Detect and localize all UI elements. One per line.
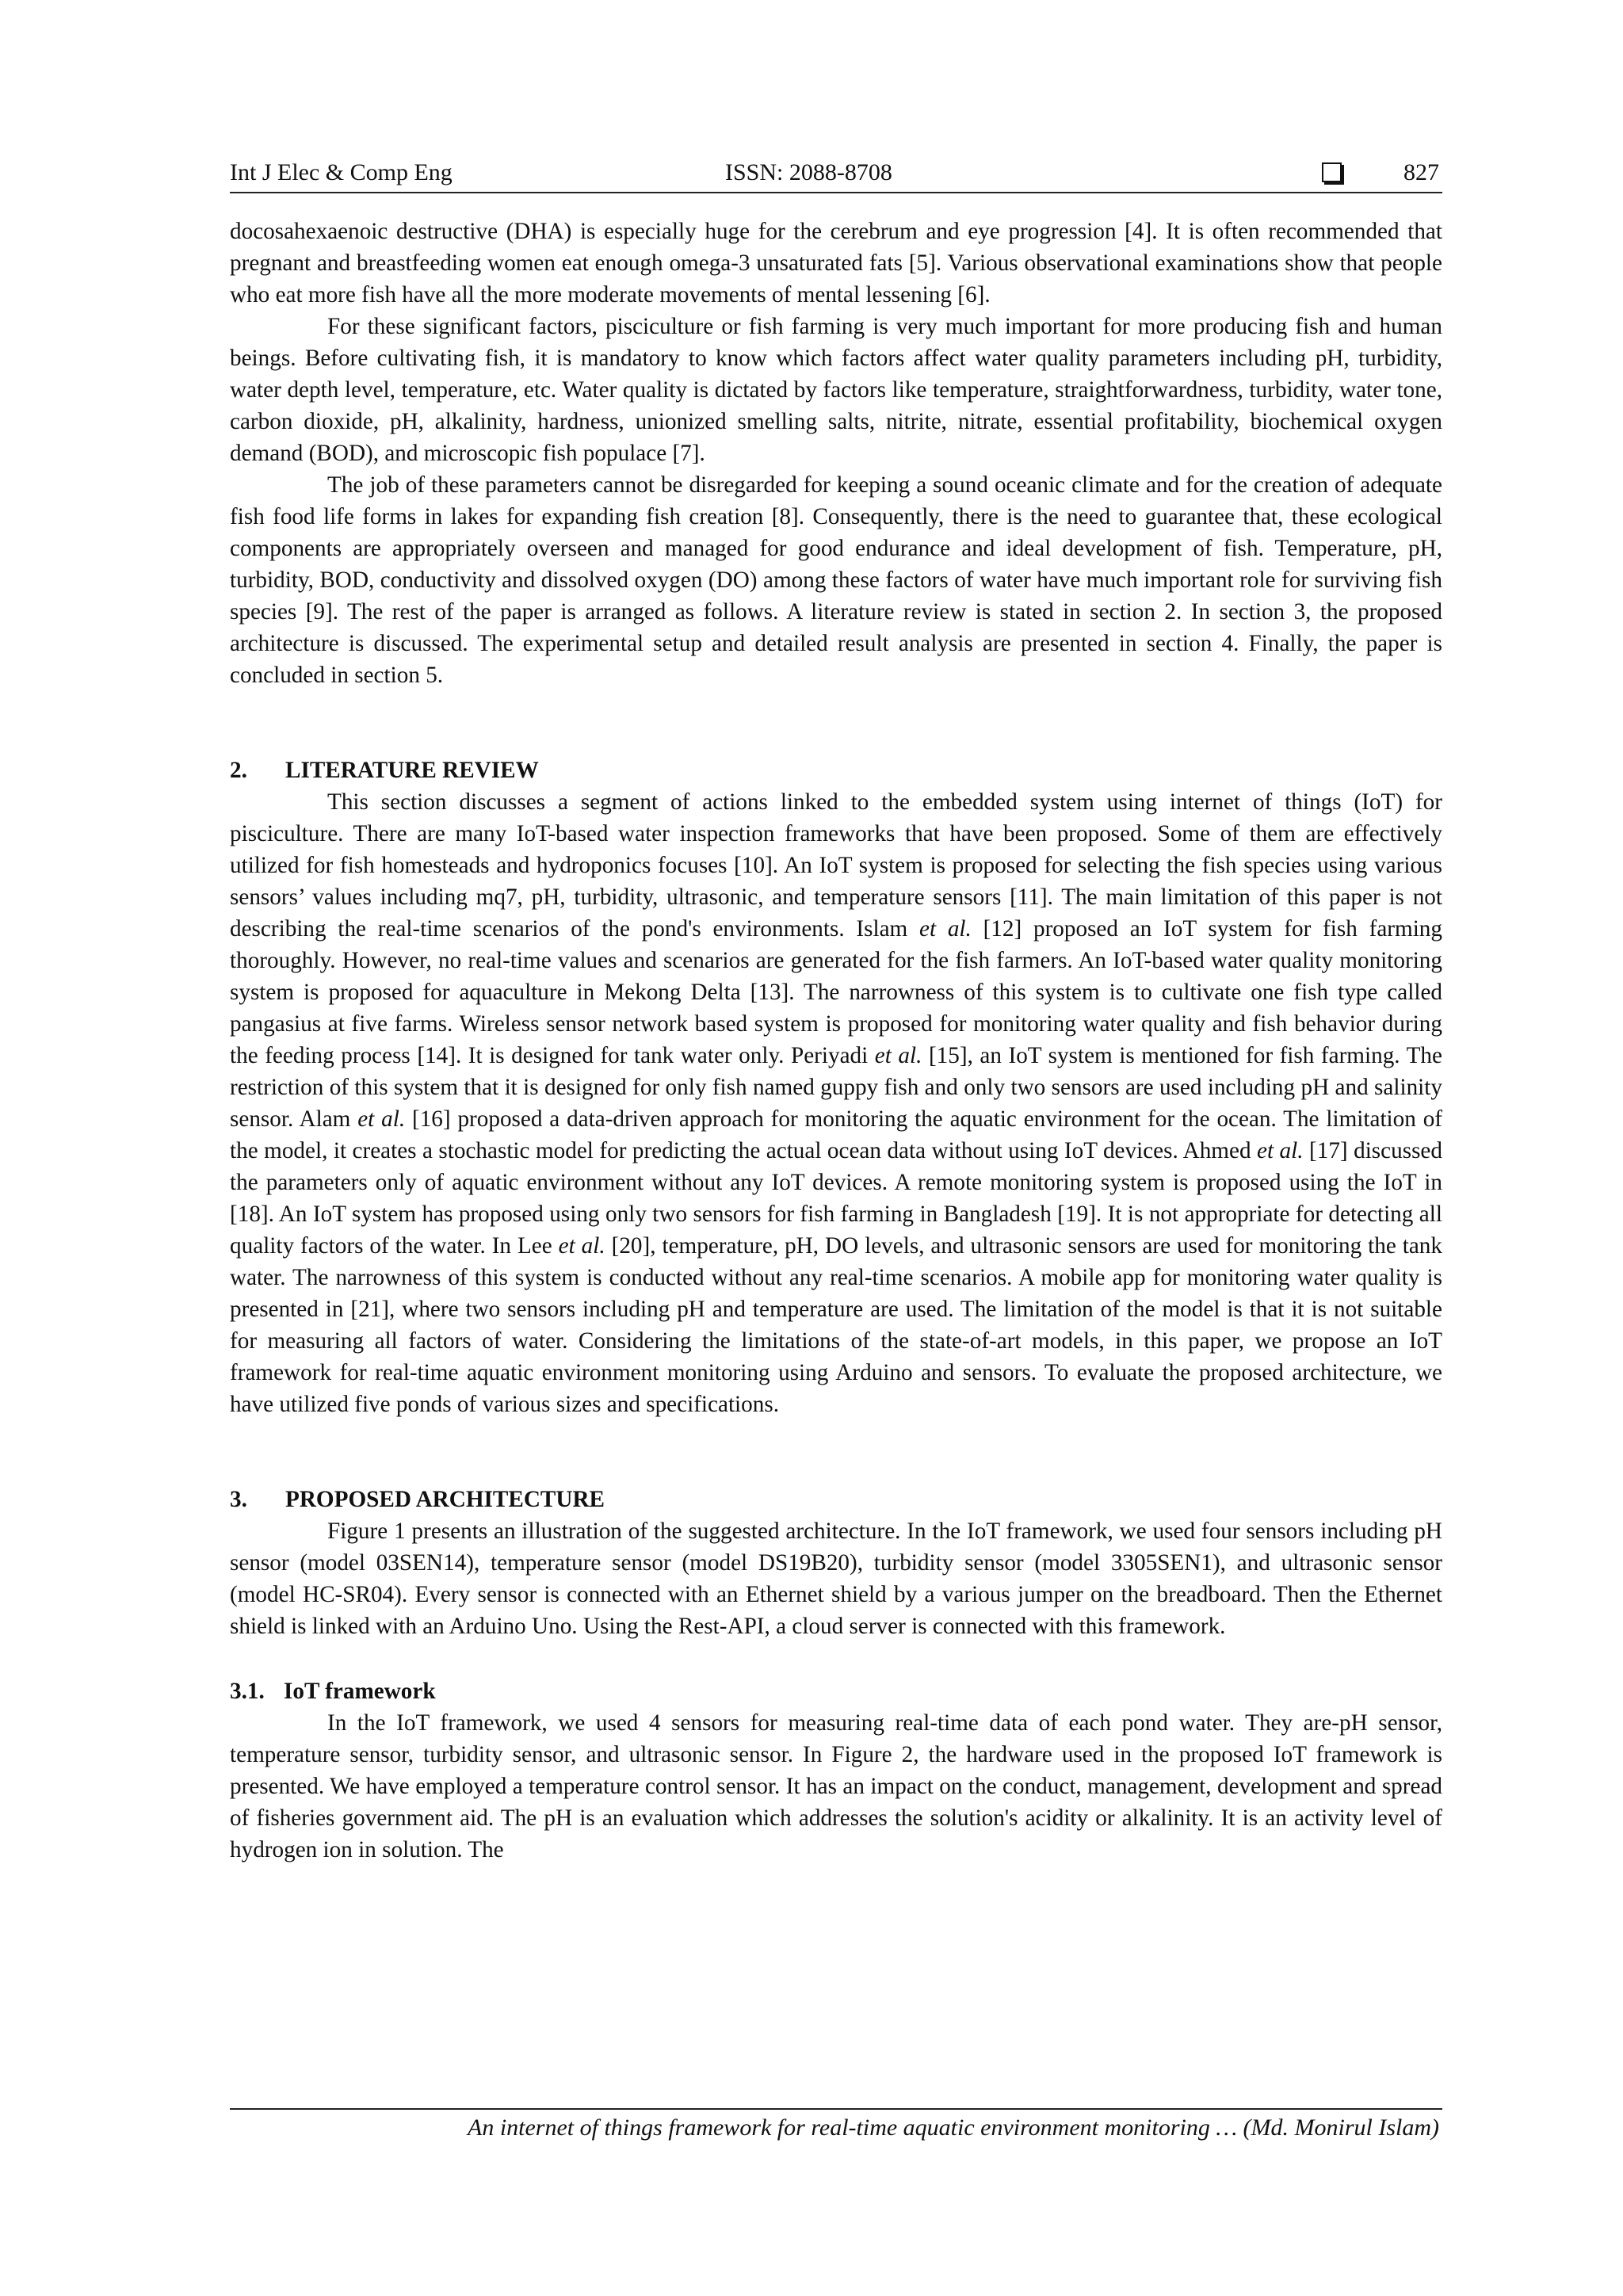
running-header xyxy=(230,155,1442,193)
journal-name: Int J Elec & Comp Eng xyxy=(230,159,453,185)
footer-title: An internet of things framework for real-time aquatic environment monitoring … (Md. Monirul Islam) xyxy=(468,2115,1439,2141)
main-text xyxy=(230,216,1442,1866)
subsection-number: 3.1. xyxy=(230,1679,265,1704)
subsection-3-1-heading xyxy=(230,1675,1442,1707)
paragraph-3: The job of these parameters cannot be disregarded for keeping a sound oceanic climate and for the creation of adequate fish food life forms in lakes for expanding fish creation [8]. Consequently, there is the need to guarantee that, these ecological components are appropriately overseen and managed for good endurance and ideal development of fish. Temperature, pH, turbidity, BOD, conductivity and dissolved oxygen (DO) among these factors of water have much important role for surviving fish species [9]. The rest of the paper is arranged as follows. A literature review is stated in section 2. In section 3, the proposed architecture is discussed. The experimental setup and detailed result analysis are presented in section 4. Finally, the paper is concluded in section 5. xyxy=(230,472,1442,688)
literature-review-paragraph: This section discusses a segment of actions linked to the embedded system using internet of things (IoT) for pisciculture. There are many IoT-based water inspection frameworks that have been proposed. Some of them are effectively utilized for fish homesteads and hydroponics focuses [10]. An IoT system is proposed for selecting the fish species using various sensors’ values including mq7, pH, turbidity, ultrasonic, and temperature sensors [11]. The main limitation of this paper is not describing the real-time scenarios of the pond's environments. Islam et al. [12] proposed an IoT system for fish farming thoroughly. However, no real-time values and scenarios are generated for the fish farmers. An IoT-based water quality monitoring system is proposed for aquaculture in Mekong Delta [13]. The narrowness of this system is to cultivate one fish type called pangasius at five farms. Wireless sensor network based system is proposed for monitoring water quality and fish behavior during the feeding process [14]. It is designed for tank water only. Periyadi et al. [15], an IoT system is mentioned for fish farming. The restriction of this system that it is designed for only fish named guppy fish and only two sensors are used including pH and salinity sensor. Alam et al. [16] proposed a data-driven approach for monitoring the aquatic environment for the ocean. The limitation of the model, it creates a stochastic model for predicting the actual ocean data without using IoT devices. Ahmed et al. [17] discussed the parameters only of aquatic environment without any IoT devices. A remote monitoring system is proposed using the IoT in [18]. An IoT system has proposed using only two sensors for fish farming in Bangladesh [19]. It is not appropriate for detecting all quality factors of the water. In Lee et al. [20], temperature, pH, DO levels, and ultrasonic sensors are used for monitoring the tank water. The narrowness of this system is conducted without any real-time scenarios. A mobile app for monitoring water quality is presented in [21], where two sensors including pH and temperature are used. The limitation of the model is that it is not suitable for measuring all factors of water. Considering the limitations of the state-of-art models, in this paper, we propose an IoT framework for real-time aquatic environment monitoring using Arduino and sensors. To evaluate the proposed architecture, we have utilized five ponds of various sizes and specifications. xyxy=(230,789,1443,1417)
issn: ISSN: 2088-8708 xyxy=(725,159,892,185)
section-title: LITERATURE REVIEW xyxy=(285,758,539,783)
section-number: 2. xyxy=(230,758,247,783)
section-number: 3. xyxy=(230,1487,247,1512)
paper-page xyxy=(230,0,1442,2296)
et-al: et al. xyxy=(919,916,972,942)
section-title: PROPOSED ARCHITECTURE xyxy=(285,1487,605,1512)
et-al: et al. xyxy=(874,1043,922,1068)
proposed-architecture-paragraph: Figure 1 presents an illustration of the suggested architecture. In the IoT framework, we used four sensors including pH sensor (model 03SEN14), temperature sensor (model DS19B20), turbidity sensor (model 3305SEN1), and ultrasonic sensor (model HC-SR04). Every sensor is connected with an Ethernet shield by a various jumper on the breadboard. Then the Ethernet shield is linked with an Arduino Uno. Using the Rest-API, a cloud server is connected with this framework. xyxy=(230,1519,1442,1639)
page-number: 827 xyxy=(1403,159,1439,185)
section-3-heading xyxy=(230,1484,1442,1515)
section-2-heading xyxy=(230,755,1442,786)
paragraph-1: docosahexaenoic destructive (DHA) is especially huge for the cerebrum and eye progression [4]. It is often recommended that pregnant and breastfeeding women eat enough omega-3 unsaturated fats [5]. Various observational examinations show that people who eat more fish have all the more moderate movements of mental lessening [6]. xyxy=(230,219,1442,308)
square-bullet-icon xyxy=(1322,162,1342,182)
et-al: et al. xyxy=(357,1106,406,1132)
paragraph-2: For these significant factors, pisciculture or fish farming is very much important for more producing fish and human beings. Before cultivating fish, it is mandatory to know which factors affect water quality parameters including pH, turbidity, water depth level, temperature, etc. Water quality is dictated by factors like temperature, straightforwardness, turbidity, water tone, carbon dioxide, pH, alkalinity, hardness, unionized smelling salts, nitrite, nitrate, essential profitability, biochemical oxygen demand (BOD), and microscopic fish populace [7]. xyxy=(230,314,1442,466)
iot-framework-paragraph: In the IoT framework, we used 4 sensors for measuring real-time data of each pond water. They are-pH sensor, temperature sensor, turbidity sensor, and ultrasonic sensor. In Figure 2, the hardware used in the proposed IoT framework is presented. We have employed a temperature control sensor. It has an impact on the conduct, management, development and spread of fisheries government aid. The pH is an evaluation which addresses the solution's acidity or alkalinity. It is an activity level of hydrogen ion in solution. The xyxy=(230,1710,1442,1862)
et-al: et al. xyxy=(1257,1138,1304,1163)
running-footer xyxy=(230,2108,1442,2141)
et-al: et al. xyxy=(558,1233,605,1259)
subsection-title: IoT framework xyxy=(284,1679,436,1704)
